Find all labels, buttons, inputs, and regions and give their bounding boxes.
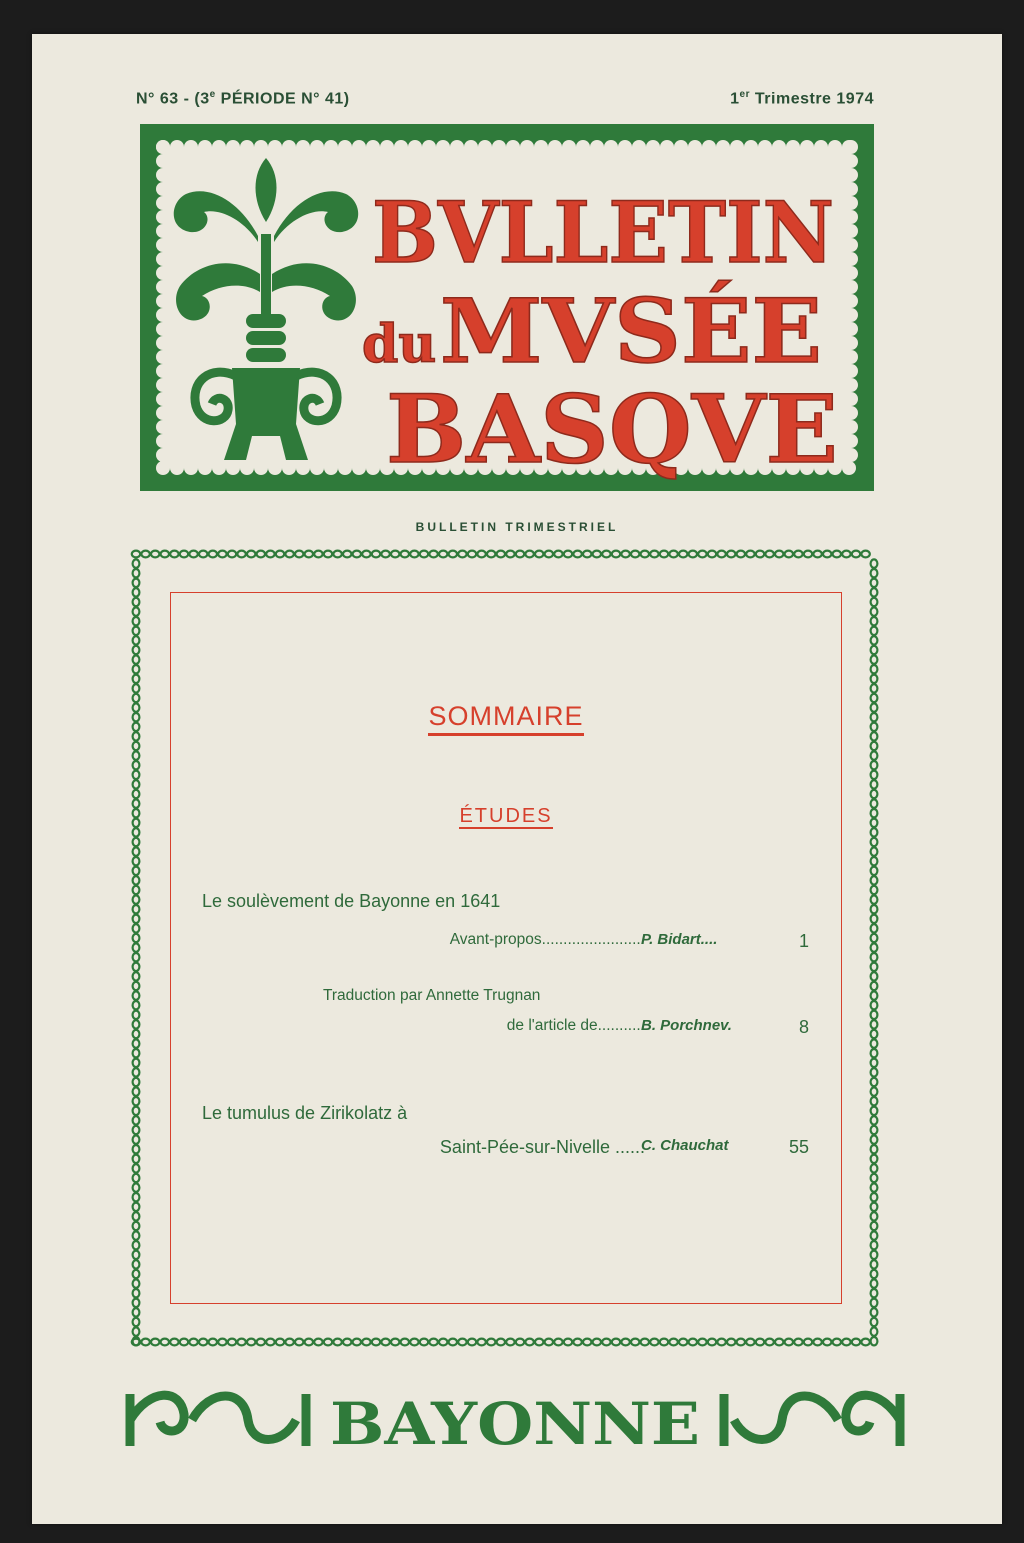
title-lettering <box>362 183 838 485</box>
title-line-2: MVSÉE <box>440 279 822 383</box>
section-heading: ÉTUDES <box>459 805 553 827</box>
issue-quarter: 1er Trimestre 1974 <box>730 89 874 108</box>
cover-page <box>32 34 1002 1524</box>
issue-number: N° 63 - (3e PÉRIODE N° 41) <box>136 89 350 108</box>
toc-entry-title: Le tumulus de Zirikolatz à <box>202 1103 408 1123</box>
plant-vase-emblem <box>174 158 359 460</box>
footer-city: BAYONNE <box>330 1390 700 1456</box>
summary-heading: SOMMAIRE <box>171 701 841 732</box>
subtitle: BULLETIN TRIMESTRIEL <box>415 520 619 534</box>
scroll-ornament-left <box>130 1394 306 1446</box>
toc-entry-title: Le soulèvement de Bayonne en 1641 <box>202 891 501 911</box>
scroll-ornament-right <box>724 1394 900 1446</box>
contents-box: SOMMAIRE ÉTUDES Le soulèvement de Bayonne en 1641 Avant-propos........................ P. Bidart.... 1 Traduction par Annette Trugnan de l'article de........... B. Porchnev. 8 Le tumulus de Zirikolatz à Saint-Pée-sur-Nivelle ...... C. Chauchat 55 <box>170 592 842 1304</box>
title-line-3: BASQVE <box>386 375 838 485</box>
title-line-2-small: du <box>362 314 437 375</box>
footer-banner <box>120 1384 910 1456</box>
title-line-1: BVLLETIN <box>372 183 834 282</box>
title-banner <box>140 124 874 491</box>
